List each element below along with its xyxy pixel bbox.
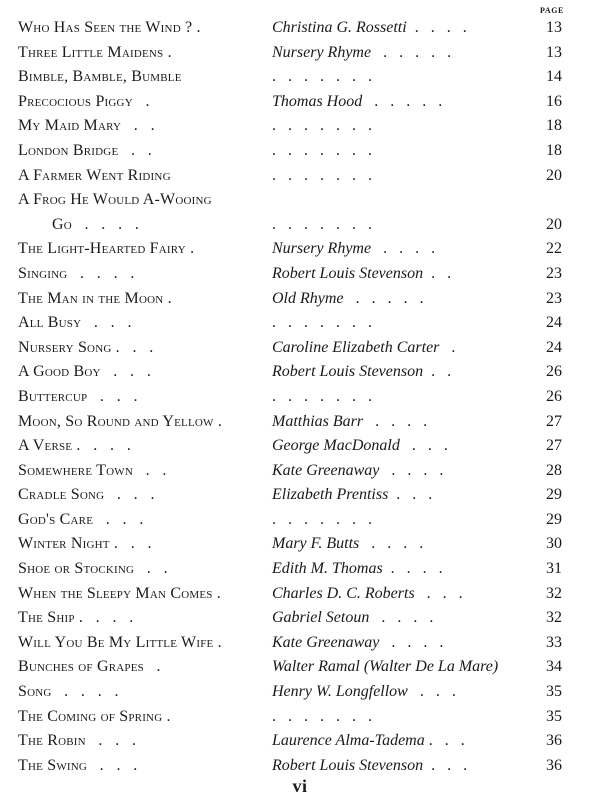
toc-entry-author	[272, 164, 372, 189]
toc-leader-dots: . . . . .	[343, 289, 424, 307]
toc-entry-author	[272, 410, 427, 435]
toc-leader-dots: . . .	[100, 363, 152, 381]
toc-entry	[18, 262, 570, 287]
toc-entry-title	[18, 164, 171, 189]
toc-entry-title-text: Shoe or Stocking	[18, 560, 135, 578]
toc-entry-author-text: Mary F. Butts	[272, 535, 360, 553]
toc-entry-title-text: A Verse	[18, 437, 73, 455]
toc-entry-title	[18, 459, 167, 484]
toc-leader-dots: . .	[423, 363, 452, 381]
toc-leader-dots: . . . . . . .	[272, 314, 372, 332]
toc-entry-title-text: The Light-Hearted Fairy	[18, 240, 186, 258]
toc-entry-title-text: Nursery Song	[18, 338, 112, 356]
toc-entry-page-number: 31	[546, 560, 562, 578]
toc-entry-author	[272, 237, 435, 262]
toc-entry	[18, 557, 570, 582]
toc-entry-author	[272, 262, 451, 287]
toc-entry-title-continuation-text: Go	[52, 215, 72, 233]
toc-entry	[18, 606, 570, 631]
toc-entry-page-number: 36	[546, 732, 562, 750]
toc-entry	[18, 483, 570, 508]
toc-entry-page-number: 20	[546, 215, 562, 233]
toc-leader-dots: . . . .	[67, 264, 135, 282]
toc-entry-title	[18, 41, 172, 66]
toc-entry-author-text: Robert Louis Stevenson	[272, 363, 424, 381]
toc-entry-page-number: 35	[546, 683, 562, 701]
toc-entry-title-text: Singing	[18, 264, 68, 282]
toc-leader-dots: . . . . . . .	[272, 215, 372, 233]
toc-entry-author	[272, 139, 372, 164]
toc-leader-dots: .	[132, 92, 150, 110]
toc-entry-page-number: 13	[546, 43, 562, 61]
toc-entry	[18, 459, 570, 484]
toc-entry	[18, 287, 570, 312]
toc-leader-dots: . .	[423, 264, 452, 282]
toc-entry-title-text: My Maid Mary	[18, 117, 122, 135]
toc-entry-title	[18, 336, 153, 361]
toc-leader-dots: . . . . .	[362, 92, 443, 110]
page-folio: vi	[292, 776, 308, 796]
toc-entry-page-number: 23	[546, 289, 562, 307]
toc-entry-page-number: 13	[546, 19, 562, 36]
toc-entry	[18, 90, 570, 115]
toc-entry	[18, 434, 570, 459]
toc-entry-title	[18, 188, 268, 237]
toc-entry-title-text: Somewhere Town	[18, 461, 133, 479]
toc-leader-dots: . .	[118, 141, 152, 159]
toc-entry-title-continuation	[18, 213, 268, 238]
toc-entry-author	[272, 311, 372, 336]
toc-entry	[18, 655, 570, 680]
toc-entry	[18, 410, 570, 435]
toc-entry-author-text: Edith M. Thomas	[272, 560, 383, 578]
toc-entry-title	[18, 606, 133, 631]
toc-entry-author-text: Nursery Rhyme	[272, 43, 372, 61]
toc-entry-author	[272, 631, 443, 656]
toc-entry-author	[272, 582, 463, 607]
toc-entry-title-text: Bimble, Bamble, Bumble	[18, 68, 182, 86]
toc-entry-title-text: Who Has Seen the Wind ?	[18, 19, 193, 36]
toc-entry	[18, 754, 570, 779]
toc-leader-dots: . . . .	[382, 560, 443, 578]
toc-entry-page-number: 29	[546, 486, 562, 504]
toc-leader-dots: .	[185, 240, 195, 258]
toc-entry	[18, 41, 570, 66]
toc-leader-dots: .	[212, 584, 221, 602]
toc-entry-author-text: Robert Louis Stevenson	[272, 756, 424, 774]
toc-leader-dots: . . . .	[379, 633, 444, 651]
toc-leader-dots: .	[163, 289, 172, 307]
toc-entry-page-number: 33	[546, 633, 562, 651]
toc-leader-dots: . .	[133, 461, 167, 479]
toc-entry-page-number: 32	[546, 609, 562, 627]
toc-entry	[18, 114, 570, 139]
toc-entry-title-text: A Frog He Would A-Wooing	[18, 191, 212, 209]
toc-entry-author	[272, 385, 372, 410]
toc-entry-author	[272, 532, 423, 557]
toc-entry-title	[18, 311, 132, 336]
toc-leader-dots: .	[213, 633, 222, 651]
toc-entry-title	[18, 754, 137, 779]
toc-leader-dots: . . .	[423, 756, 468, 774]
toc-entry-page-number: 14	[546, 68, 562, 86]
toc-entry-author	[272, 459, 443, 484]
toc-entry-title-text: A Good Boy	[18, 363, 101, 381]
toc-entry-title	[18, 483, 155, 508]
toc-entry-title	[18, 557, 168, 582]
toc-entry-title-text: Song	[18, 683, 52, 701]
toc-entry-author-text: Gabriel Setoun	[272, 609, 370, 627]
toc-leader-dots: .	[213, 412, 223, 430]
toc-leader-dots: . . . . . . .	[272, 117, 372, 135]
toc-entry-author-text: Henry W. Longfellow	[272, 683, 408, 701]
toc-leader-dots: . . .	[87, 756, 138, 774]
toc-entry-page-number: 23	[546, 264, 562, 282]
toc-entry-title	[18, 385, 138, 410]
toc-leader-dots: .	[192, 19, 201, 36]
toc-entry-page-number: 30	[546, 535, 562, 553]
toc-entry-author-text: Christina G. Rossetti	[272, 19, 407, 36]
toc-leader-dots: . . . . . . .	[272, 510, 372, 528]
toc-leader-dots: . . .	[93, 510, 144, 528]
toc-leader-dots: . . .	[414, 584, 463, 602]
table-of-contents	[18, 16, 570, 778]
toc-entry-title	[18, 90, 150, 115]
toc-leader-dots: .	[143, 658, 161, 676]
toc-leader-dots: . . . .	[74, 609, 134, 627]
toc-leader-dots: . . .	[399, 437, 448, 455]
toc-entry	[18, 729, 570, 754]
toc-leader-dots: . . . .	[363, 412, 428, 430]
toc-entry-author-text: Nursery Rhyme	[272, 240, 372, 258]
toc-leader-dots: . .	[121, 117, 155, 135]
toc-entry-title-text: All Busy	[18, 314, 82, 332]
toc-leader-dots: . . . .	[51, 683, 119, 701]
toc-entry-title	[18, 631, 222, 656]
toc-entry-page-number: 18	[546, 141, 562, 159]
toc-entry	[18, 532, 570, 557]
toc-entry-page-number: 28	[546, 461, 562, 479]
toc-entry-author-text: Caroline Elizabeth Carter	[272, 338, 440, 356]
toc-entry	[18, 65, 570, 90]
toc-entry-title	[18, 655, 161, 680]
toc-entry-title-text: The Coming of Spring	[18, 707, 163, 725]
toc-leader-dots: . . .	[81, 314, 132, 332]
toc-entry-author-text: Thomas Hood	[272, 92, 363, 110]
toc-entry-title	[18, 582, 221, 607]
toc-entry-title-text: The Robin	[18, 732, 86, 750]
toc-leader-dots: . . . . . . .	[272, 141, 372, 159]
toc-entry-author	[272, 434, 448, 459]
toc-entry-page-number: 22	[546, 240, 562, 258]
toc-entry-author	[272, 65, 372, 90]
toc-entry-author	[272, 287, 424, 312]
toc-entry-author-text: Kate Greenaway	[272, 461, 380, 479]
toc-entry-author	[272, 114, 372, 139]
toc-entry-author-text: Matthias Barr	[272, 412, 364, 430]
toc-entry	[18, 188, 570, 237]
toc-entry	[18, 360, 570, 385]
toc-entry-title	[18, 114, 155, 139]
toc-entry-author	[272, 336, 455, 361]
toc-entry	[18, 237, 570, 262]
toc-entry-author-text: Kate Greenaway	[272, 633, 380, 651]
toc-entry-title-text: God's Care	[18, 510, 94, 528]
toc-entry	[18, 336, 570, 361]
toc-entry-title	[18, 705, 171, 730]
toc-entry-author	[272, 705, 372, 730]
toc-leader-dots: . . .	[388, 486, 433, 504]
toc-entry	[18, 582, 570, 607]
toc-entry	[18, 139, 570, 164]
toc-entry-title	[18, 508, 144, 533]
toc-leader-dots: . . . . . . .	[272, 166, 372, 184]
toc-entry-page-number: 36	[546, 756, 562, 774]
toc-entry	[18, 508, 570, 533]
toc-entry-author	[272, 483, 432, 508]
toc-leader-dots: . . . . .	[371, 43, 452, 61]
toc-leader-dots: . . . .	[359, 535, 424, 553]
toc-entry-author	[272, 508, 372, 533]
toc-entry-title	[18, 680, 119, 705]
toc-entry-title	[18, 287, 172, 312]
toc-entry-author-text: Charles D. C. Roberts	[272, 584, 415, 602]
toc-entry-author	[272, 729, 465, 754]
toc-entry-author-text: Elizabeth Prentiss	[272, 486, 389, 504]
toc-entry-title	[18, 237, 194, 262]
toc-entry-title-text: Cradle Song	[18, 486, 105, 504]
toc-entry-author	[272, 213, 372, 238]
toc-entry-title-text: A Farmer Went Riding	[18, 166, 171, 184]
toc-leader-dots: . . . . . . .	[272, 387, 372, 405]
toc-leader-dots: . . .	[104, 486, 155, 504]
toc-leader-dots: . . . .	[71, 215, 140, 233]
toc-entry-author	[272, 680, 456, 705]
toc-leader-dots: . . . .	[379, 461, 444, 479]
toc-entry-title	[18, 434, 131, 459]
toc-entry	[18, 385, 570, 410]
toc-leader-dots: . . .	[87, 387, 138, 405]
toc-entry	[18, 705, 570, 730]
toc-leader-dots: .	[439, 338, 456, 356]
toc-entry-page-number: 29	[546, 510, 562, 528]
toc-leader-dots: . . . .	[72, 437, 132, 455]
toc-entry-title-text: When the Sleepy Man Comes	[18, 584, 213, 602]
toc-leader-dots: . . .	[407, 683, 456, 701]
toc-leader-dots: . . . . . . .	[272, 68, 372, 86]
toc-entry-title-text: Will You Be My Little Wife	[18, 633, 214, 651]
toc-entry-page-number: 34	[546, 658, 562, 676]
toc-entry-title-text: Buttercup	[18, 387, 88, 405]
toc-leader-dots: . . .	[109, 535, 152, 553]
page-column-label: PAGE	[539, 6, 564, 15]
toc-entry-page-number: 32	[546, 584, 562, 602]
toc-entry-author	[272, 754, 467, 779]
toc-entry-page-number: 27	[546, 437, 562, 455]
toc-entry-author	[272, 360, 451, 385]
toc-entry-title	[18, 410, 222, 435]
toc-entry-page-number: 24	[546, 314, 562, 332]
toc-entry-title	[18, 65, 182, 90]
toc-leader-dots: . . .	[424, 732, 465, 750]
toc-entry-title-text: The Swing	[18, 756, 88, 774]
toc-entry-page-number: 26	[546, 387, 562, 405]
toc-leader-dots: . .	[134, 560, 168, 578]
toc-entry-author-text: Old Rhyme	[272, 289, 344, 307]
toc-entry-page-number: 27	[546, 412, 562, 430]
toc-entry	[18, 164, 570, 189]
toc-entry-title	[18, 729, 136, 754]
toc-entry-author	[272, 557, 443, 582]
toc-entry-author	[272, 90, 442, 115]
toc-leader-dots: .	[162, 707, 171, 725]
toc-entry-title-text: Moon, So Round and Yellow	[18, 412, 214, 430]
toc-entry-title-text: Bunches of Grapes	[18, 658, 144, 676]
toc-entry-page-number: 18	[546, 117, 562, 135]
toc-entry-page-number: 16	[546, 92, 562, 110]
toc-entry-title-text: Precocious Piggy	[18, 92, 133, 110]
toc-entry-author-text: George MacDonald	[272, 437, 400, 455]
toc-entry-title-text: The Man in the Moon	[18, 289, 164, 307]
toc-entry-title	[18, 360, 151, 385]
toc-entry	[18, 680, 570, 705]
toc-leader-dots: .	[163, 43, 172, 61]
toc-entry	[18, 16, 570, 41]
toc-entry-title-text: Three Little Maidens	[18, 43, 164, 61]
toc-entry-title	[18, 139, 152, 164]
toc-leader-dots: . . . .	[369, 609, 434, 627]
toc-entry-title	[18, 532, 152, 557]
toc-entry-author-text: Robert Louis Stevenson	[272, 264, 424, 282]
toc-entry-title	[18, 262, 135, 287]
toc-entry-page-number: 20	[546, 166, 562, 184]
toc-entry-author-text: Walter Ramal (Walter De La Mare)	[272, 658, 499, 676]
toc-entry-title	[18, 16, 201, 41]
toc-entry-author	[272, 41, 451, 66]
toc-entry-page-number: 26	[546, 363, 562, 381]
toc-leader-dots: . . .	[85, 732, 137, 750]
toc-leader-dots: . . . .	[371, 240, 436, 258]
toc-entry-author-text: Laurence Alma-Tadema	[272, 732, 425, 750]
toc-leader-dots: . . . .	[406, 19, 467, 36]
toc-entry-author	[272, 16, 467, 41]
toc-entry	[18, 631, 570, 656]
toc-entry-title-text: London Bridge	[18, 141, 119, 159]
toc-entry-title-text: Winter Night	[18, 535, 110, 553]
toc-entry-page-number: 35	[546, 707, 562, 725]
toc-entry-title-text: The Ship	[18, 609, 75, 627]
toc-entry-author	[272, 606, 433, 631]
toc-entry-author	[272, 655, 498, 680]
toc-leader-dots: . . .	[111, 338, 154, 356]
toc-leader-dots: . . . . . . .	[272, 707, 372, 725]
toc-entry-page-number: 24	[546, 338, 562, 356]
toc-entry	[18, 311, 570, 336]
